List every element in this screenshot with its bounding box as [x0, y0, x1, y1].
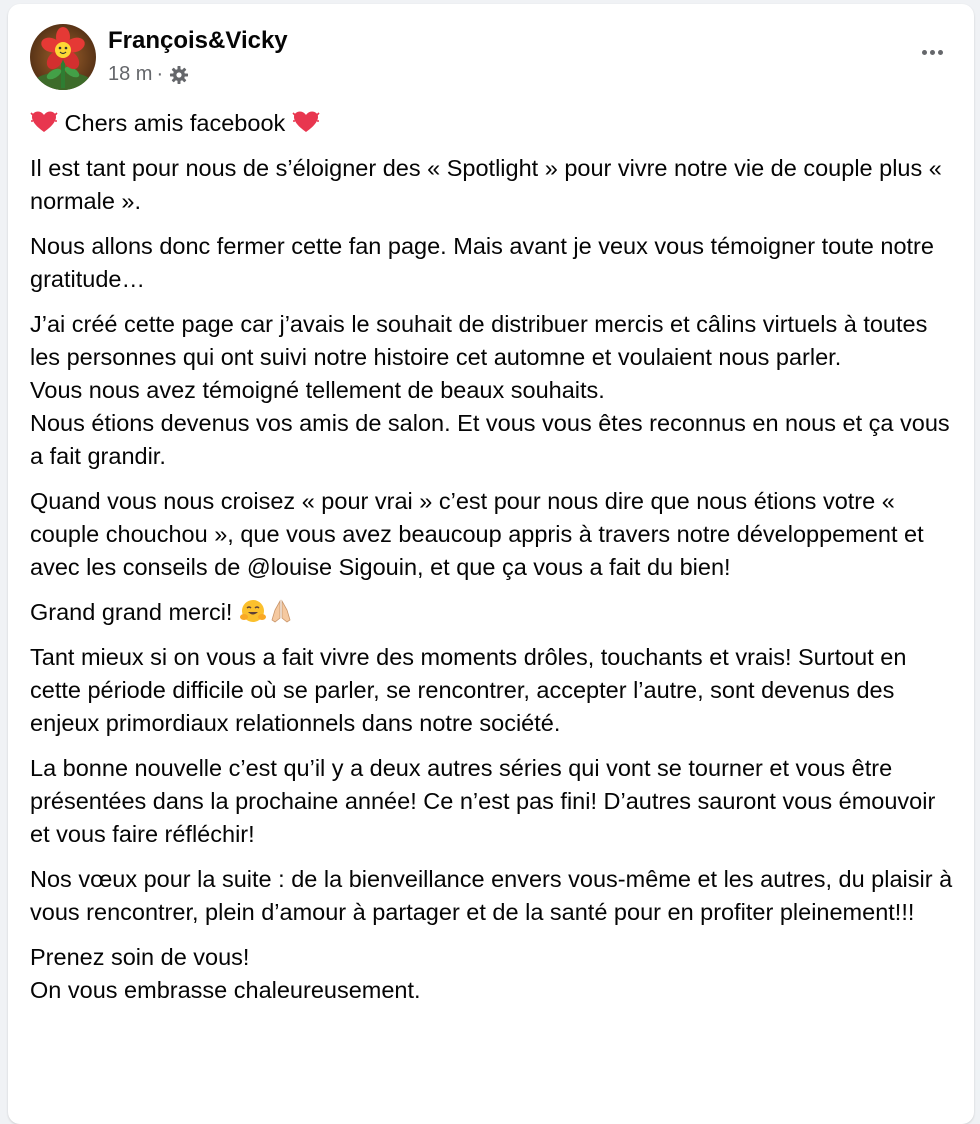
beating-heart-icon [292, 109, 320, 135]
post-paragraph: La bonne nouvelle c’est qu’il y a deux autres séries qui vont se tourner et vous être présentées dans la prochaine année! Ce n’est pas fini! D’autres sauront vous émouvoir et vous faire réfléchir! [30, 755, 936, 847]
avatar[interactable] [30, 24, 96, 90]
post-paragraph: Il est tant pour nous de s’éloigner des « Spotlight » pour vivre notre vie de couple plus « normale ». [30, 155, 942, 214]
flower-avatar-image [30, 24, 96, 90]
post-paragraph [30, 596, 960, 629]
post-paragraph [30, 941, 960, 1007]
post-text: Grand grand merci! [30, 599, 233, 625]
post-title-text: Chers amis facebook [64, 110, 286, 136]
post-line: Vous nous avez témoigné tellement de beaux souhaits. [30, 377, 605, 403]
post-line: On vous embrasse chaleureusement. [30, 977, 421, 1003]
beating-heart-icon [30, 109, 58, 135]
post-header [30, 24, 950, 94]
post-line: Nous étions devenus vos amis de salon. Et vous vous êtes reconnus en nous et ça vous a fait grandir. [30, 410, 950, 469]
post-paragraph [30, 485, 960, 584]
post-paragraph: Nous allons donc fermer cette fan page. Mais avant je veux vous témoigner toute notre gratitude… [30, 233, 934, 292]
post-meta [108, 63, 189, 86]
gear-icon[interactable] [169, 65, 189, 85]
post-text: , et que ça vous a fait du bien! [417, 554, 731, 580]
meta-separator: · [156, 63, 164, 85]
post-paragraph: Tant mieux si on vous a fait vivre des moments drôles, touchants et vrais! Surtout en cette période difficile où se parler, se rencontrer, accepter l’autre, sont devenus des enjeux primordiaux relationnels dans notre société. [30, 644, 907, 736]
post-time[interactable]: 18 m [108, 63, 153, 85]
post-text: Quand vous nous croisez « pour vrai » c’est pour nous dire que nous étions votre « couple chouchou », que vous avez beaucoup appris à travers notre développement et avec les conseils de [30, 488, 924, 580]
folded-hands-icon [267, 598, 295, 624]
post-line: J’ai créé cette page car j’avais le souhait de distribuer mercis et câlins virtuels à toutes les personnes qui ont suivi notre histoire cet automne et voulaient nous parler. [30, 311, 928, 370]
post-paragraph [30, 107, 960, 140]
post-body [30, 107, 960, 1019]
post-line: Prenez soin de vous! [30, 944, 250, 970]
post-card [8, 4, 974, 1124]
post-paragraph: Nos vœux pour la suite : de la bienveillance envers vous-même et les autres, du plaisir à vous rencontrer, plein d’amour à partager et de la santé pour en profiter pleinement!!! [30, 866, 953, 925]
author-name[interactable]: François&Vicky [108, 27, 288, 54]
post-paragraph [30, 308, 960, 473]
mention-link[interactable]: @louise Sigouin [246, 554, 418, 580]
hugging-face-icon [239, 598, 267, 624]
more-options-icon[interactable] [914, 40, 950, 64]
